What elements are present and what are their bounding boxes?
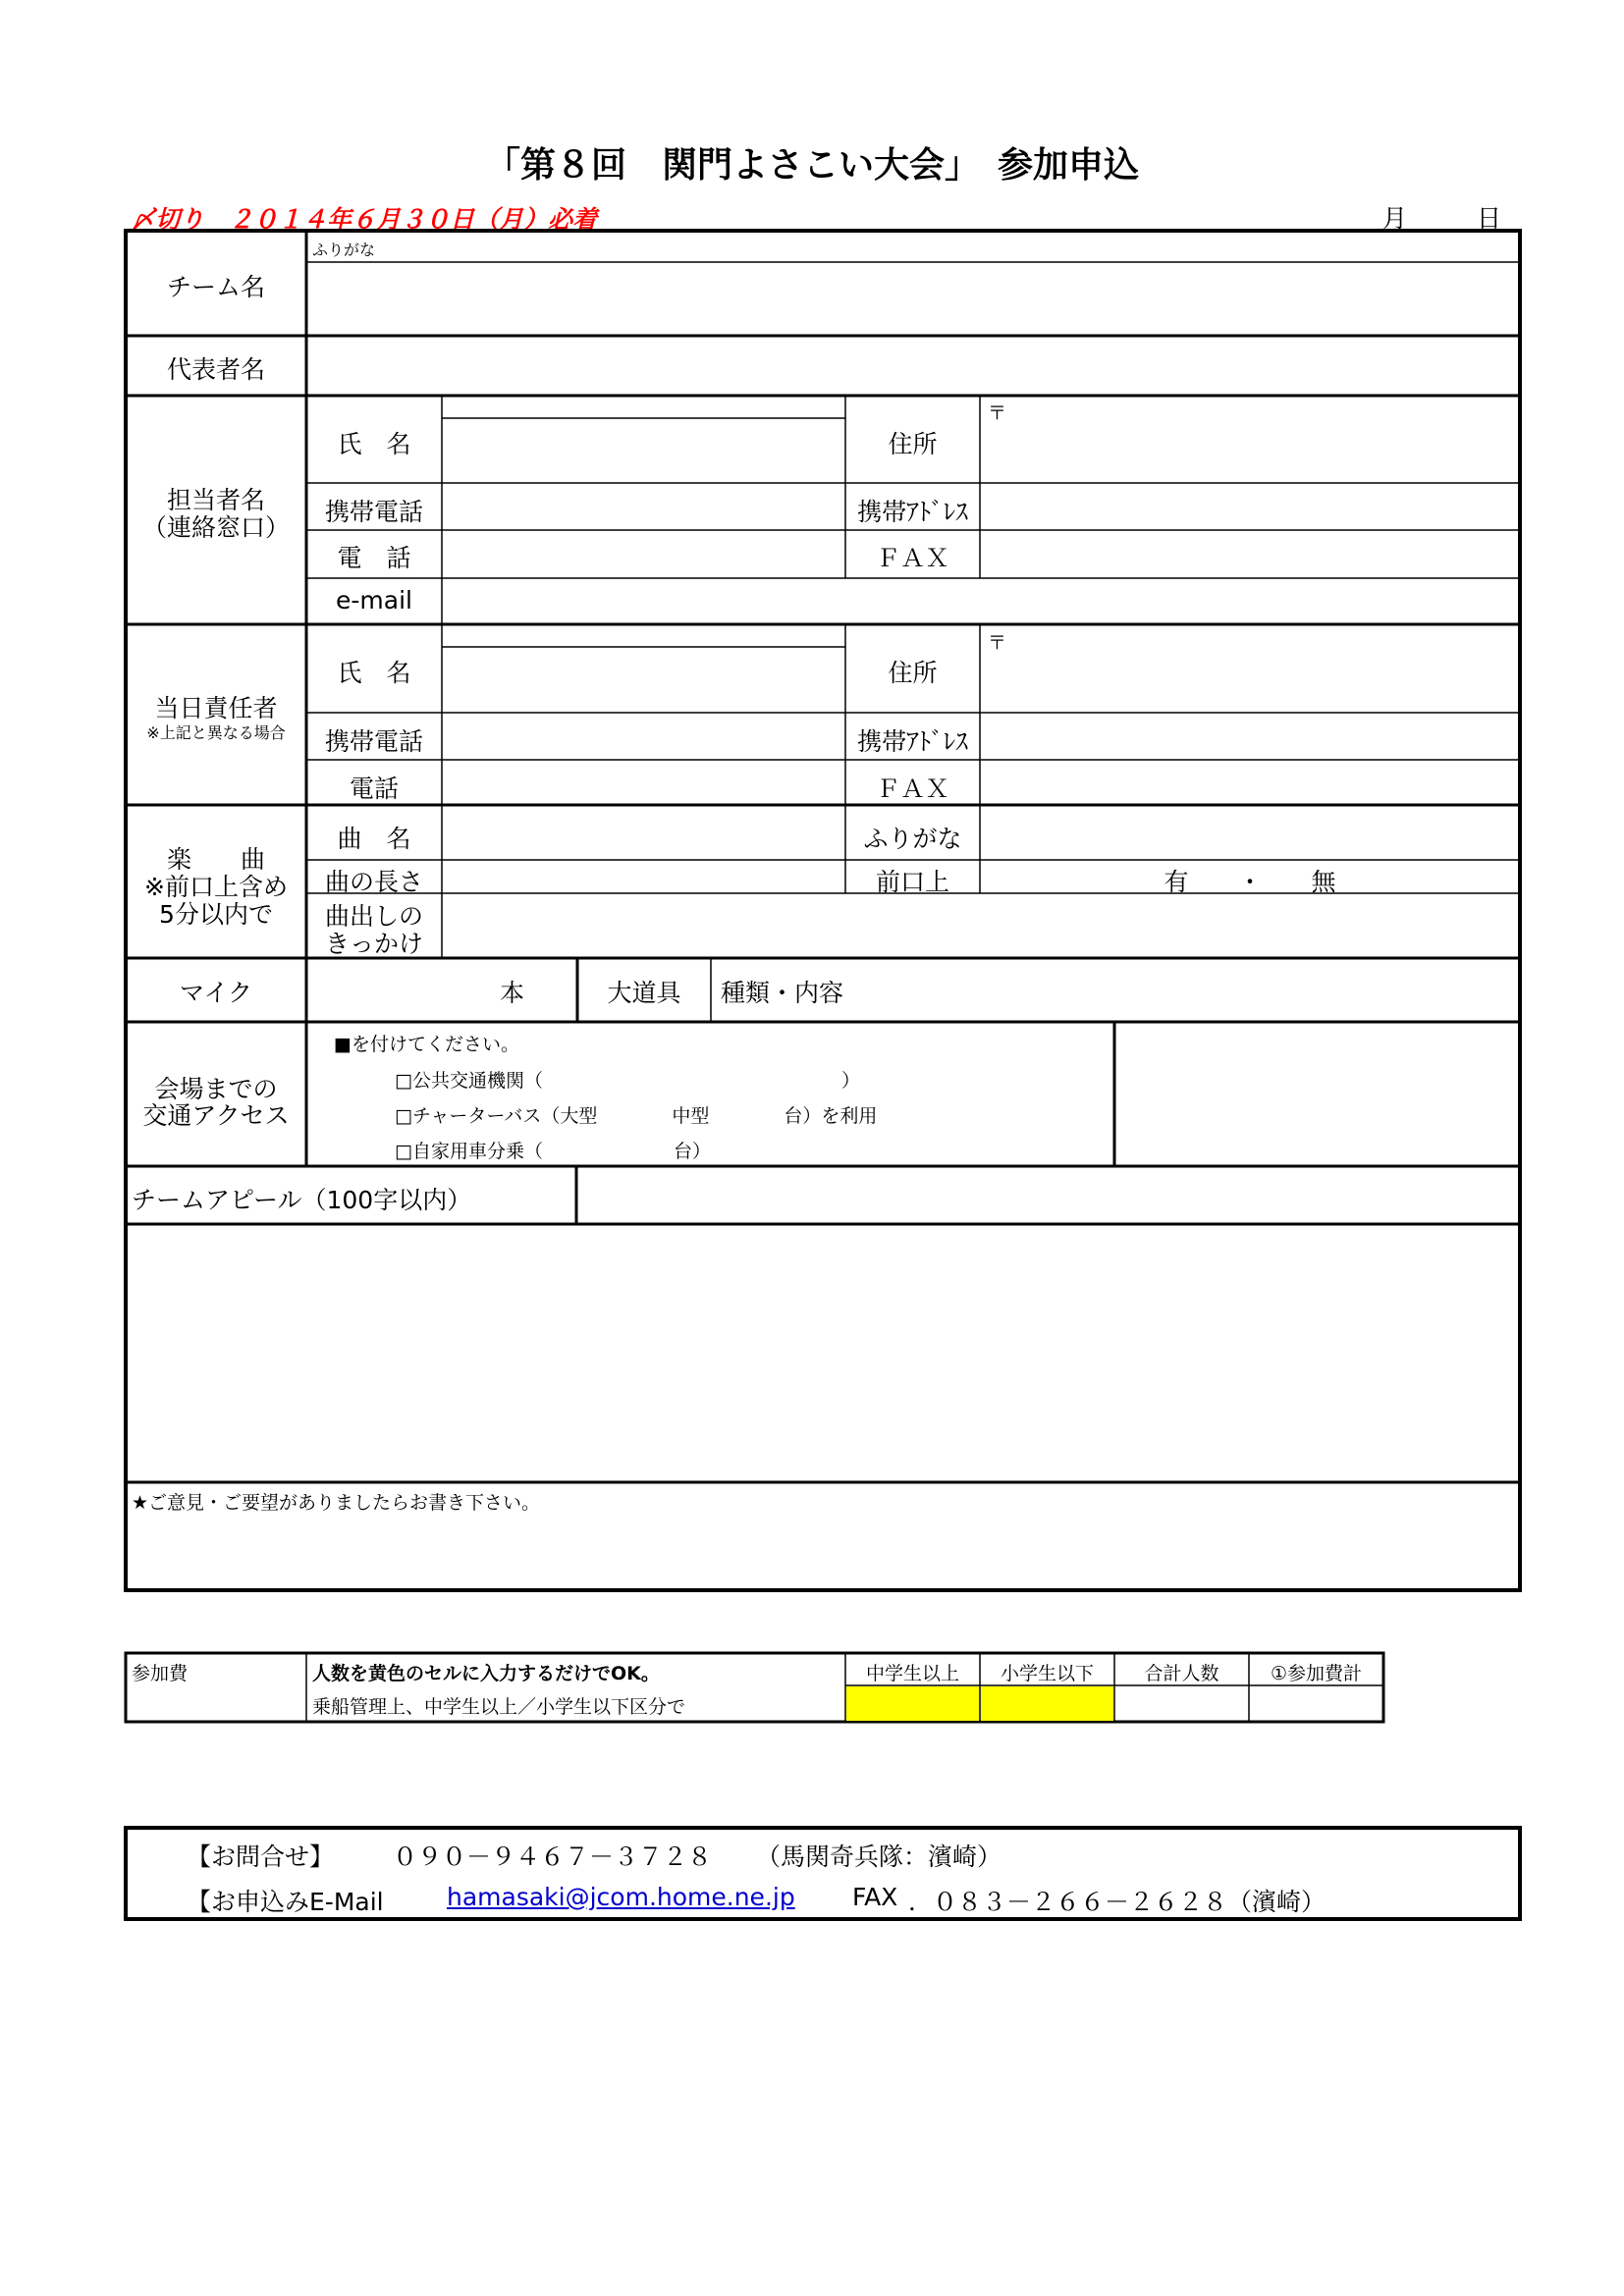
access-notes-field[interactable] (1116, 1024, 1518, 1165)
access-label-2: 交通アクセス (142, 1101, 290, 1130)
contact-fax-field[interactable] (982, 532, 1518, 577)
inquiry-fax-label: FAX (852, 1883, 898, 1911)
props-label: 大道具 (607, 979, 681, 1007)
inquiry-fax-number: ．０８３－２６６－２６２８（濱崎） (908, 1888, 1326, 1916)
contact-mobile-field[interactable] (444, 485, 843, 529)
music-furigana-label: ふりがな (863, 825, 962, 853)
day-manager-mobile-label: 携帯電話 (324, 727, 423, 756)
fee-cell-elementary-input[interactable] (981, 1686, 1113, 1721)
contact-mobile-label: 携帯電話 (324, 498, 423, 526)
contact-phone-label: 電 話 (337, 544, 411, 572)
fee-col-elementary: 小学生以下 (1000, 1663, 1094, 1684)
representative-label: 代表者名 (166, 355, 265, 384)
day-manager-phone-label: 電話 (349, 774, 399, 803)
day-manager-postal-mark: 〒 (988, 632, 1007, 654)
contact-email-label: e-mail (336, 586, 412, 614)
day-manager-label-note: ※上記と異なる場合 (146, 723, 286, 742)
appeal-text-field[interactable] (128, 1226, 1518, 1481)
mic-label: マイク (179, 979, 252, 1007)
contact-mobile-address-label: 携帯ｱﾄﾞﾚｽ (857, 498, 968, 526)
inquiry-email-link[interactable]: hamasaki@jcom.home.ne.jp (447, 1883, 795, 1911)
access-option-charter-bus[interactable]: □チャーターバス（大型 中型 台）を利用 (395, 1105, 878, 1127)
music-cue-label-2: きっかけ (324, 930, 423, 958)
inquiry-label: 【お問合せ】 (187, 1842, 335, 1871)
page-title: 「第８回 関門よさこい大会」 参加申込 (484, 145, 1139, 186)
music-length-label: 曲の長さ (324, 868, 423, 896)
day-manager-mobile-field[interactable] (444, 715, 843, 759)
inquiry-contact-name: （馬関奇兵隊：濱崎） (756, 1842, 1002, 1871)
music-length-field[interactable] (444, 862, 843, 892)
team-name-field[interactable] (308, 264, 1518, 335)
music-furigana-field[interactable] (982, 807, 1518, 859)
props-detail-field[interactable] (713, 960, 1518, 1021)
contact-phone-field[interactable] (444, 532, 843, 577)
music-cue-field[interactable] (444, 895, 1518, 957)
music-cue-label: 曲出しの (324, 902, 423, 931)
day-manager-mobile-address-label: 携帯ｱﾄﾞﾚｽ (857, 727, 968, 756)
day-manager-fax-label: ＦＡＸ (875, 774, 949, 803)
day-manager-address-label: 住所 (888, 659, 938, 687)
day-manager-name-label: 氏 名 (337, 659, 411, 687)
music-label: 楽 曲 (166, 845, 265, 874)
contact-postal-mark: 〒 (988, 402, 1007, 424)
access-option-private-car[interactable]: □自家用車分乗（ 台） (395, 1141, 711, 1162)
music-label-limit: 5分以内で (159, 900, 273, 929)
fee-note-2: 乗船管理上、中学生以上／小学生以下区分で (312, 1696, 686, 1718)
representative-field[interactable] (308, 338, 1518, 395)
music-intro-label: 前口上 (875, 868, 949, 896)
access-option-public[interactable]: □公共交通機関（ ） (395, 1070, 860, 1092)
fee-col-junior-high: 中学生以上 (865, 1663, 959, 1684)
fee-col-total-fee: ①参加費計 (1270, 1663, 1363, 1684)
day-manager-name-field[interactable] (444, 649, 843, 712)
date-day-label: 日 (1477, 204, 1502, 233)
deadline: 〆切り ２０１４年６月３０日（月）必着 (131, 205, 598, 234)
team-furigana-label: ふりがな (312, 240, 376, 259)
comments-label: ★ご意見・ご要望がありましたらお書き下さい。 (132, 1492, 541, 1514)
access-instruction: ■を付けてください。 (334, 1034, 519, 1055)
contact-address-label: 住所 (888, 430, 938, 458)
music-label-note: ※前口上含め (144, 873, 288, 901)
contact-fax-label: ＦＡＸ (875, 544, 949, 572)
mic-unit-label: 本 (500, 979, 525, 1007)
access-label: 会場までの (154, 1075, 278, 1103)
contact-label: 担当者名 (166, 486, 265, 514)
contact-name-label: 氏 名 (337, 430, 411, 458)
fee-label: 参加費 (132, 1663, 189, 1684)
day-manager-label: 当日責任者 (154, 694, 278, 722)
inquiry-phone: ０９０－９４６７－３７２８ (393, 1842, 713, 1871)
contact-label-sub: （連絡窓口） (141, 513, 290, 542)
music-intro-options[interactable]: 有 ・ 無 (1164, 868, 1336, 896)
day-manager-address-field[interactable] (982, 626, 1518, 712)
music-title-field[interactable] (444, 807, 843, 859)
contact-email-field[interactable] (444, 580, 1518, 623)
props-detail-label: 種類・内容 (721, 979, 844, 1007)
day-manager-mobile-address-field[interactable] (982, 715, 1518, 759)
music-title-label: 曲 名 (337, 825, 411, 853)
contact-name-field[interactable] (444, 420, 843, 481)
fee-col-total-people: 合計人数 (1144, 1663, 1219, 1684)
inquiry-email-label: 【お申込みE-Mail (187, 1888, 384, 1916)
contact-address-field[interactable] (982, 398, 1518, 482)
day-manager-phone-field[interactable] (444, 762, 843, 804)
comments-field[interactable] (128, 1517, 1518, 1588)
appeal-header-field[interactable] (578, 1168, 1518, 1223)
day-manager-fax-field[interactable] (982, 762, 1518, 804)
appeal-label: チームアピール（100字以内） (132, 1186, 472, 1214)
fee-note-1: 人数を黄色のセルに入力するだけでOK。 (312, 1663, 660, 1684)
contact-mobile-address-field[interactable] (982, 485, 1518, 529)
fee-cell-junior-high-input[interactable] (846, 1686, 979, 1721)
team-name-label: チーム名 (166, 273, 265, 301)
mic-count-field[interactable] (308, 960, 485, 1021)
date-month-label: 月 (1382, 204, 1408, 233)
